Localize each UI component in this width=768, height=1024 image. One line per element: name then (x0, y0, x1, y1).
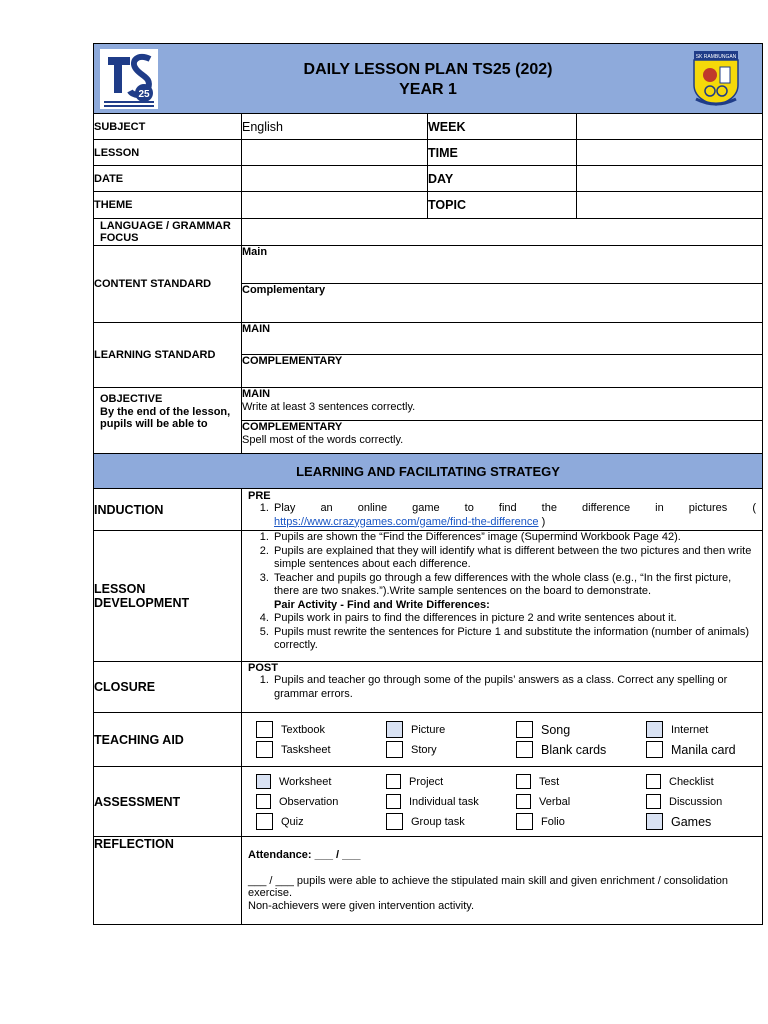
assess-worksheet-checkbox[interactable] (256, 774, 271, 789)
theme-value (242, 192, 428, 219)
attendance-line: Attendance: ___ / ___ (248, 849, 361, 861)
week-label: WEEK (428, 114, 577, 140)
objective-label: OBJECTIVE (100, 393, 163, 405)
lesson-plan-sheet (93, 43, 762, 925)
closure-steps (242, 674, 762, 701)
assess-group-task-checkbox[interactable] (386, 813, 403, 830)
lesson-label: LESSON (94, 140, 242, 166)
induction-step-1: 1. Play an online game to find the difference in pictures ( https://www.crazygames.com/game/find-the-difference ) (272, 502, 756, 529)
learning-standard-main: MAIN (242, 323, 271, 335)
assessment-options (242, 772, 762, 832)
ts25-logo-number: 25 (138, 89, 150, 100)
assess-test-checkbox[interactable] (516, 774, 531, 789)
aid-tasksheet-option[interactable]: Tasksheet (256, 740, 386, 760)
theme-label: THEME (94, 192, 242, 219)
objective-label-rest: By the end of the lesson, pupils will be able to (100, 405, 231, 430)
aid-story-option[interactable]: Story (386, 740, 516, 760)
objective-main-text: Write at least 3 sentences correctly. (242, 400, 416, 413)
content-standard-main: Main (242, 246, 268, 258)
development-steps (242, 531, 762, 653)
crazygames-link[interactable]: https://www.crazygames.com/game/find-the-difference (274, 515, 539, 528)
closure-label: CLOSURE (94, 662, 242, 713)
induction-label: INDUCTION (94, 489, 242, 531)
school-crest-name: SK RAMBUNGAN (695, 54, 737, 60)
assess-discussion-checkbox[interactable] (646, 794, 661, 809)
assess-quiz-option[interactable]: Quiz (256, 812, 386, 832)
lesson-value (242, 140, 428, 166)
aid-manila-card-option[interactable]: Manila card (646, 740, 756, 760)
strategy-title: LEARNING AND FACILITATING STRATEGY (94, 454, 763, 489)
closure-post: POST (248, 662, 278, 674)
aid-internet-option[interactable]: Internet (646, 720, 756, 740)
assess-games-option[interactable]: Games (646, 812, 756, 832)
development-step-3: 3. Teacher and pupils go through a few differences with the whole class (e.g., “In the first picture, there are two snakes.”).Write sample sentences on the board to demonstrate. Pair Activity - Find and Write Differences: (272, 572, 756, 613)
aid-tasksheet-checkbox[interactable] (256, 741, 273, 758)
aid-internet-checkbox[interactable] (646, 721, 663, 738)
objective-comp-title: COMPLEMENTARY (242, 421, 343, 433)
closure-step-1: 1. Pupils and teacher go through some of the pupils’ answers as a class. Correct any spelling or grammar errors. (272, 674, 756, 701)
topic-value (577, 192, 763, 219)
development-step-5: 5. Pupils must rewrite the sentences for Picture 1 and substitute the information (number of animals) correctly. (272, 626, 756, 653)
assess-individual-task-option[interactable]: Individual task (386, 792, 516, 812)
reflection-line-2: Non-achievers were given intervention activity. (248, 899, 475, 912)
teaching-aid-label: TEACHING AID (94, 713, 242, 767)
aid-manila-card-checkbox[interactable] (646, 741, 663, 758)
content-standard-complementary: Complementary (242, 284, 326, 296)
reflection-label: REFLECTION (94, 837, 242, 925)
subject-value: English (242, 114, 428, 140)
assess-quiz-checkbox[interactable] (256, 813, 273, 830)
content-standard-label: CONTENT STANDARD (94, 246, 242, 323)
title-line-2: YEAR 1 (399, 81, 457, 98)
aid-blank-cards-checkbox[interactable] (516, 741, 533, 758)
assess-project-checkbox[interactable] (386, 774, 401, 789)
header-band (94, 44, 763, 114)
assess-worksheet-option[interactable]: Worksheet (256, 772, 386, 792)
assess-folio-option[interactable]: Folio (516, 812, 646, 832)
reflection-line-1: ___ / ___ pupils were able to achieve the stipulated main skill and given enrichment / consolidation exercise. (248, 874, 729, 899)
language-focus-label: LANGUAGE / GRAMMAR FOCUS (94, 219, 242, 246)
learning-standard-complementary: COMPLEMENTARY (242, 355, 343, 367)
learning-standard-label: LEARNING STANDARD (94, 323, 242, 388)
time-label: TIME (428, 140, 577, 166)
pair-activity-heading: Pair Activity - Find and Write Differences: (274, 598, 490, 611)
assess-folio-checkbox[interactable] (516, 813, 533, 830)
assess-observation-checkbox[interactable] (256, 794, 271, 809)
day-value (577, 166, 763, 192)
assess-group-task-option[interactable]: Group task (386, 812, 516, 832)
aid-picture-checkbox[interactable] (386, 721, 403, 738)
assess-project-option[interactable]: Project (386, 772, 516, 792)
assessment-label: ASSESSMENT (94, 767, 242, 837)
date-label: DATE (94, 166, 242, 192)
day-label: DAY (428, 166, 577, 192)
aid-song-checkbox[interactable] (516, 721, 533, 738)
date-value (242, 166, 428, 192)
development-step-2: 2. Pupils are explained that they will identify what is different between the two pictures and then write simple sentences about each difference. (272, 545, 756, 572)
induction-steps (242, 502, 762, 529)
assess-verbal-option[interactable]: Verbal (516, 792, 646, 812)
aid-textbook-option[interactable]: Textbook (256, 720, 386, 740)
page-title (94, 60, 762, 100)
assess-games-checkbox[interactable] (646, 813, 663, 830)
aid-story-checkbox[interactable] (386, 741, 403, 758)
assess-checklist-option[interactable]: Checklist (646, 772, 756, 792)
time-value (577, 140, 763, 166)
week-value (577, 114, 763, 140)
aid-song-option[interactable]: Song (516, 720, 646, 740)
assess-observation-option[interactable]: Observation (256, 792, 386, 812)
aid-blank-cards-option[interactable]: Blank cards (516, 740, 646, 760)
lesson-development-label: LESSON DEVELOPMENT (94, 531, 242, 662)
topic-label: TOPIC (428, 192, 577, 219)
aid-textbook-checkbox[interactable] (256, 721, 273, 738)
objective-comp-text: Spell most of the words correctly. (242, 433, 404, 446)
lesson-plan-table (93, 43, 763, 925)
aid-picture-option[interactable]: Picture (386, 720, 516, 740)
school-crest (690, 49, 742, 107)
objective-main-title: MAIN (242, 388, 271, 400)
language-focus-value (242, 219, 763, 246)
assess-checklist-checkbox[interactable] (646, 774, 661, 789)
induction-pre: PRE (248, 490, 271, 502)
development-step-1: 1. Pupils are shown the “Find the Differences” image (Supermind Workbook Page 42). (272, 531, 756, 545)
development-step-4: 4. Pupils work in pairs to find the differences in picture 2 and write sentences about it. (272, 612, 756, 626)
subject-label: SUBJECT (94, 114, 242, 140)
assess-test-option[interactable]: Test (516, 772, 646, 792)
assess-discussion-option[interactable]: Discussion (646, 792, 756, 812)
assess-individual-task-checkbox[interactable] (386, 794, 401, 809)
teaching-aid-options (242, 720, 762, 760)
assess-verbal-checkbox[interactable] (516, 794, 531, 809)
objective-label-cell (94, 388, 242, 454)
title-line-1: DAILY LESSON PLAN TS25 (202) (303, 61, 553, 78)
